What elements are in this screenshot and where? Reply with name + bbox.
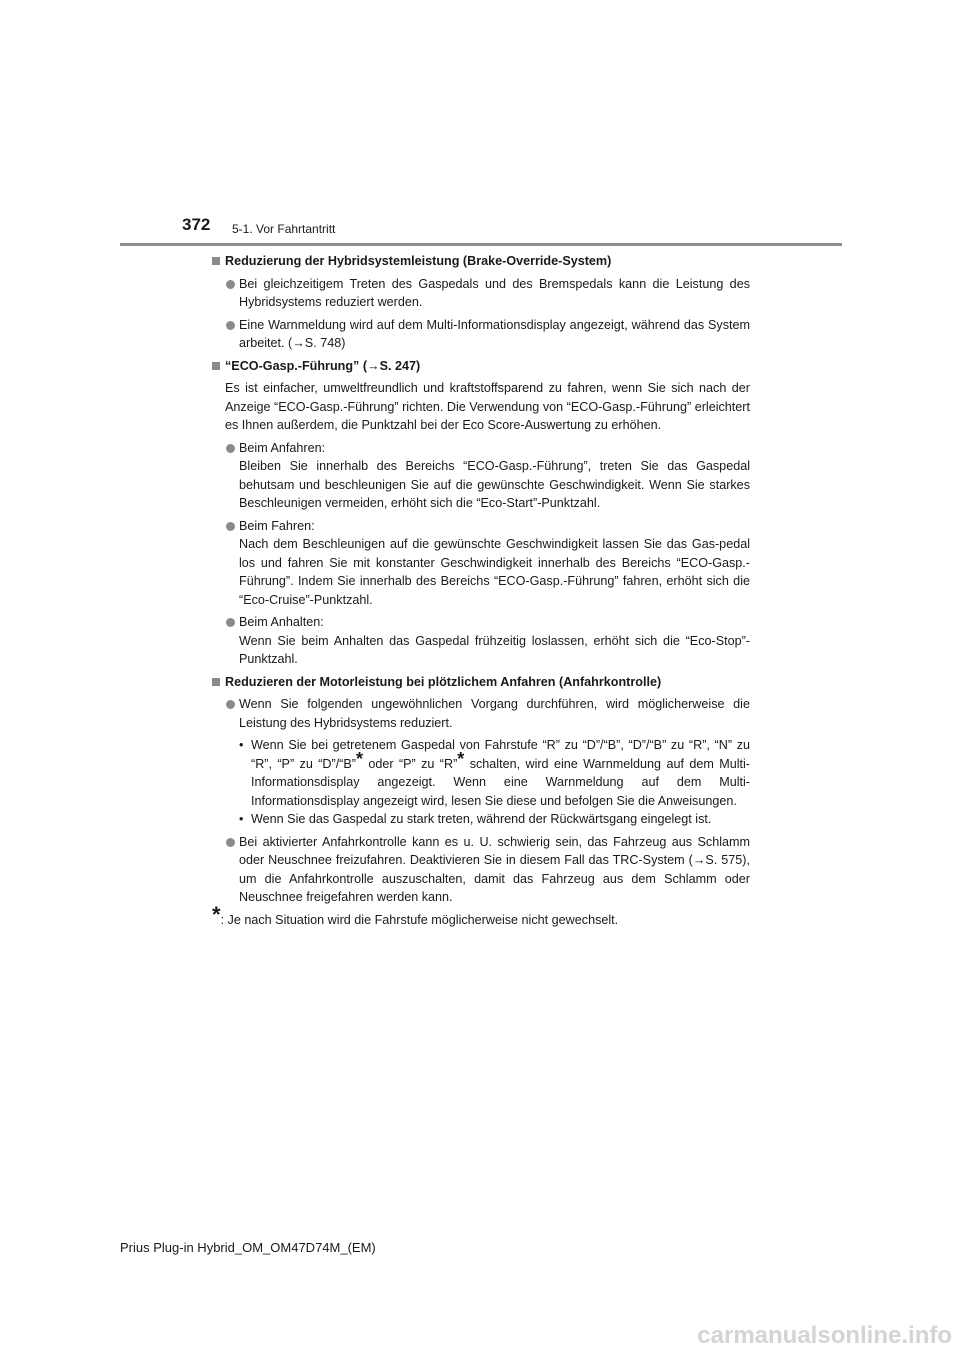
- page-number: 372: [182, 215, 211, 234]
- section-heading: Reduzieren der Motorleistung bei plötzlichem Anfahren (Anfahrkontrolle): [212, 673, 750, 692]
- list-item: Wenn Sie folgenden ungewöhnlichen Vorgang durchführen, wird möglicherweise die Leistung des Hybridsystems reduziert.: [212, 695, 750, 732]
- paragraph: Es ist einfacher, umweltfreundlich und kraftstoffsparend zu fahren, wenn Sie sich nach der Anzeige “ECO-Gasp.-Führung” richten. Die Verwendung von “ECO-Gasp.-Führung” erleichtert es Ihnen außerdem, die Punktzahl bei der Eco Score-Auswertung zu erhöhen.: [225, 381, 750, 432]
- square-bullet-icon: [212, 678, 220, 686]
- section-heading: “ECO-Gasp.-Führung” (→S. 247): [212, 357, 750, 376]
- section-heading: Reduzierung der Hybridsystemleistung (Brake-Override-System): [212, 252, 750, 271]
- sub-bullet-marker: •: [239, 812, 244, 826]
- list-item: [212, 613, 750, 669]
- round-bullet-icon: [226, 838, 235, 847]
- round-bullet-icon: [226, 321, 235, 330]
- footnote: *: Je nach Situation wird die Fahrstufe möglicherweise nicht gewechselt.: [212, 901, 619, 927]
- round-bullet-icon: [226, 618, 235, 627]
- list-item: [212, 439, 750, 513]
- watermark: carmanualsonline.info: [697, 1322, 952, 1349]
- header-rule: [120, 243, 842, 246]
- page-content: [212, 252, 750, 929]
- page-footer: Prius Plug-in Hybrid_OM_OM47D74M_(EM): [120, 1240, 376, 1255]
- list-item-text: Wenn Sie beim Anhalten das Gaspedal frühzeitig loslassen, erhöht sich die “Eco-Stop”-Punktzahl.: [239, 633, 750, 666]
- round-bullet-icon: [226, 280, 235, 289]
- list-item: Bei gleichzeitigem Treten des Gaspedals und des Bremspedals kann die Leistung des Hybridsystems reduziert werden.: [212, 275, 750, 312]
- list-item: [212, 517, 750, 610]
- round-bullet-icon: [226, 522, 235, 531]
- sub-list-item: • Wenn Sie das Gaspedal zu stark treten, während der Rückwärtsgang eingelegt ist.: [212, 810, 750, 829]
- round-bullet-icon: [226, 444, 235, 453]
- footnote-star: *: [355, 748, 363, 769]
- footnote-star: *: [212, 901, 221, 927]
- list-item-title: Beim Anfahren:: [239, 440, 326, 455]
- square-bullet-icon: [212, 362, 220, 370]
- sub-list-item: • Wenn Sie bei getretenem Gaspedal von Fahrstufe “R” zu “D”/“B”, “D”/“B” zu “R”, “N” zu “R”, “P” zu “D”/“B”* oder “P” zu “R”* schalten, wird eine Warnmeldung auf dem Multi-Informationsdisplay angezeigt. Wenn eine Warnmeldung auf dem Multi-Informationsdisplay angezeigt wird, lesen Sie diese und befolgen Sie die Anweisungen.: [239, 738, 750, 808]
- round-bullet-icon: [226, 700, 235, 709]
- list-item-text: Bleiben Sie innerhalb des Bereichs “ECO-Gasp.-Führung”, treten Sie das Gaspedal behutsam und beschleunigen Sie auf die gewünschte Geschwindigkeit. Wenn Sie starkes Beschleunigen vermeiden, erhöht sich die “Eco-Start”-Punktzahl.: [239, 459, 750, 510]
- list-item: Eine Warnmeldung wird auf dem Multi-Informationsdisplay angezeigt, während das System arbeitet. (→S. 748): [212, 316, 750, 353]
- section-title: 5-1. Vor Fahrtantritt: [232, 222, 336, 236]
- list-item-title: Beim Anhalten:: [239, 615, 324, 629]
- square-bullet-icon: [212, 257, 220, 265]
- list-item-text: Nach dem Beschleunigen auf die gewünschte Geschwindigkeit lassen Sie das Gas-pedal los und fahren Sie mit konstanter Geschwindigkeit innerhalb des Bereichs “ECO-Gasp.-Führung”. Indem Sie innerhalb des Bereichs “ECO-Gasp.-Führung” fahren, erhöht sich die “Eco-Cruise”-Punktzahl.: [239, 537, 750, 607]
- list-item: Bei aktivierter Anfahrkontrolle kann es u. U. schwierig sein, das Fahrzeug aus Schlamm oder Neuschnee freizufahren. Deaktivieren Sie in diesem Fall das TRC-System (→S. 575), um die Anfahrkontrolle auszuschalten, damit das Fahrzeug aus dem Schlamm oder Neuschnee freigefahren werden kann.: [212, 833, 750, 907]
- sub-bullet-marker: •: [239, 738, 244, 752]
- list-item-title: Beim Fahren:: [239, 518, 315, 533]
- footnote-star: *: [457, 748, 465, 769]
